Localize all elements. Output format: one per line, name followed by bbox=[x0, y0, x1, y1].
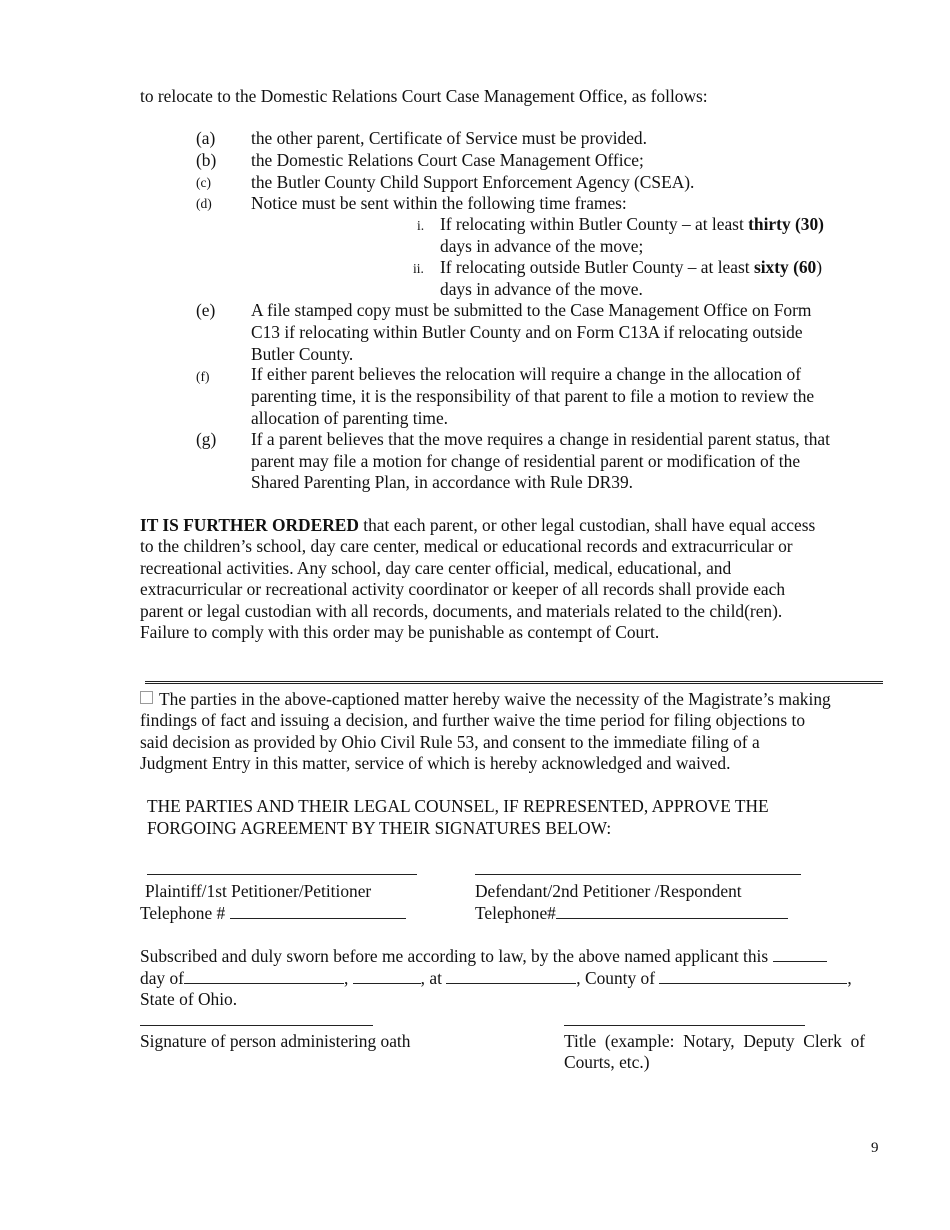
sublist-item-pre: If relocating outside Butler County – at least bbox=[440, 257, 754, 277]
plaintiff-phone-label: Telephone # bbox=[140, 903, 226, 923]
plaintiff-phone bbox=[140, 903, 406, 925]
further-order-text: that each parent, or other legal custodian, shall have equal access bbox=[358, 515, 816, 535]
list-item-text: Butler County. bbox=[251, 344, 354, 364]
sublist-label: ii. bbox=[413, 261, 424, 276]
oath-day-of-label: day of bbox=[140, 968, 184, 988]
oath-month-field[interactable] bbox=[184, 969, 344, 984]
sublist-item-pre: If relocating within Butler County – at least bbox=[440, 214, 749, 234]
oath-comma: , bbox=[343, 968, 349, 988]
section-divider bbox=[145, 681, 883, 684]
oath-county-field[interactable] bbox=[659, 969, 847, 984]
further-order-line: Failure to comply with this order may be punishable as contempt of Court. bbox=[140, 622, 660, 642]
further-order-line bbox=[140, 515, 815, 537]
oath-line bbox=[140, 968, 852, 990]
list-item-text: the other parent, Certificate of Service must be provided. bbox=[251, 128, 647, 148]
waiver-line: Judgment Entry in this matter, service of which is hereby acknowledged and waived. bbox=[140, 753, 731, 773]
intro-line: to relocate to the Domestic Relations Court Case Management Office, as follows: bbox=[140, 86, 708, 106]
list-label: (d) bbox=[196, 196, 212, 211]
approval-line: THE PARTIES AND THEIR LEGAL COUNSEL, IF REPRESENTED, APPROVE THE bbox=[147, 796, 769, 816]
list-item-text: Notice must be sent within the following time frames: bbox=[251, 193, 627, 213]
sublist-item-text bbox=[440, 214, 824, 236]
oath-county-label: , County of bbox=[576, 968, 656, 988]
plaintiff-label: Plaintiff/1st Petitioner/Petitioner bbox=[145, 881, 372, 901]
waiver-line: said decision as provided by Ohio Civil Rule 53, and consent to the immediate filing of a bbox=[140, 732, 760, 752]
defendant-phone-field[interactable] bbox=[556, 904, 788, 919]
list-label: (e) bbox=[196, 300, 216, 320]
defendant-label: Defendant/2nd Petitioner /Respondent bbox=[475, 881, 742, 901]
sublist-item-line2: days in advance of the move; bbox=[440, 236, 644, 256]
sublist-item-bold: sixty (60 bbox=[753, 257, 817, 277]
list-label: (f) bbox=[196, 369, 210, 384]
list-item-text: A file stamped copy must be submitted to the Case Management Office on Form bbox=[251, 300, 812, 320]
list-item-text: parent may file a motion for change of residential parent or modification of the bbox=[251, 451, 801, 471]
plaintiff-phone-field[interactable] bbox=[230, 904, 406, 919]
sublist-item-bold: thirty (30) bbox=[748, 214, 824, 234]
oath-text: Subscribed and duly sworn before me according to law, by the above named applicant this bbox=[140, 946, 769, 966]
waiver-text: The parties in the above-captioned matter hereby waive the necessity of the Magistrate’s making bbox=[159, 689, 831, 709]
page-number: 9 bbox=[871, 1140, 879, 1156]
oath-title-line[interactable] bbox=[564, 1025, 805, 1026]
further-order-line: parent or legal custodian with all records, documents, and materials related to the child(ren). bbox=[140, 601, 783, 621]
oath-line: State of Ohio. bbox=[140, 989, 238, 1009]
further-order-line: recreational activities. Any school, day care center official, medical, educational, and bbox=[140, 558, 732, 578]
list-item-text: Shared Parenting Plan, in accordance with Rule DR39. bbox=[251, 472, 634, 492]
oath-year-field[interactable] bbox=[353, 969, 421, 984]
oath-at-label: , at bbox=[420, 968, 442, 988]
sublist-label: i. bbox=[417, 218, 425, 233]
oath-location-field[interactable] bbox=[446, 969, 576, 984]
list-item-text: parenting time, it is the responsibility of that parent to file a motion to review the bbox=[251, 386, 815, 406]
oath-day-field[interactable] bbox=[773, 947, 827, 962]
further-order-line: extracurricular or recreational activity coordinator or keeper of all records shall provide each bbox=[140, 579, 786, 599]
further-order-heading: IT IS FURTHER ORDERED bbox=[140, 515, 359, 535]
defendant-signature-line[interactable] bbox=[475, 874, 801, 875]
list-item-text: the Domestic Relations Court Case Management Office; bbox=[251, 150, 644, 170]
oath-signature-line[interactable] bbox=[140, 1025, 373, 1026]
list-item-text: If either parent believes the relocation will require a change in the allocation of bbox=[251, 364, 801, 384]
sublist-item-line2: days in advance of the move. bbox=[440, 279, 643, 299]
approval-line: FORGOING AGREEMENT BY THEIR SIGNATURES BELOW: bbox=[147, 818, 612, 838]
waiver-checkbox[interactable] bbox=[140, 691, 153, 704]
waiver-line: findings of fact and issuing a decision, and further waive the time period for filing objections to bbox=[140, 710, 806, 730]
sublist-item-text bbox=[440, 257, 822, 279]
oath-signature-label: Signature of person administering oath bbox=[140, 1031, 411, 1051]
oath-title-label: Title (example: Notary, Deputy Clerk of bbox=[564, 1031, 866, 1051]
defendant-phone-label: Telephone# bbox=[475, 903, 556, 923]
oath-title-label: Courts, etc.) bbox=[564, 1052, 650, 1072]
list-label: (b) bbox=[196, 150, 217, 170]
further-order-line: to the children’s school, day care center, medical or educational records and extracurricular or bbox=[140, 536, 793, 556]
sublist-item-post: ) bbox=[816, 257, 823, 277]
defendant-phone bbox=[475, 903, 788, 925]
plaintiff-signature-line[interactable] bbox=[147, 874, 417, 875]
oath-comma: , bbox=[847, 968, 852, 988]
list-label: (g) bbox=[196, 429, 217, 449]
list-item-text: C13 if relocating within Butler County and on Form C13A if relocating outside bbox=[251, 322, 803, 342]
waiver-line bbox=[140, 689, 831, 711]
oath-line bbox=[140, 946, 827, 968]
list-item-text: allocation of parenting time. bbox=[251, 408, 449, 428]
list-label: (a) bbox=[196, 128, 216, 148]
list-label: (c) bbox=[196, 175, 211, 190]
list-item-text: the Butler County Child Support Enforcement Agency (CSEA). bbox=[251, 172, 695, 192]
list-item-text: If a parent believes that the move requires a change in residential parent status, that bbox=[251, 429, 830, 449]
